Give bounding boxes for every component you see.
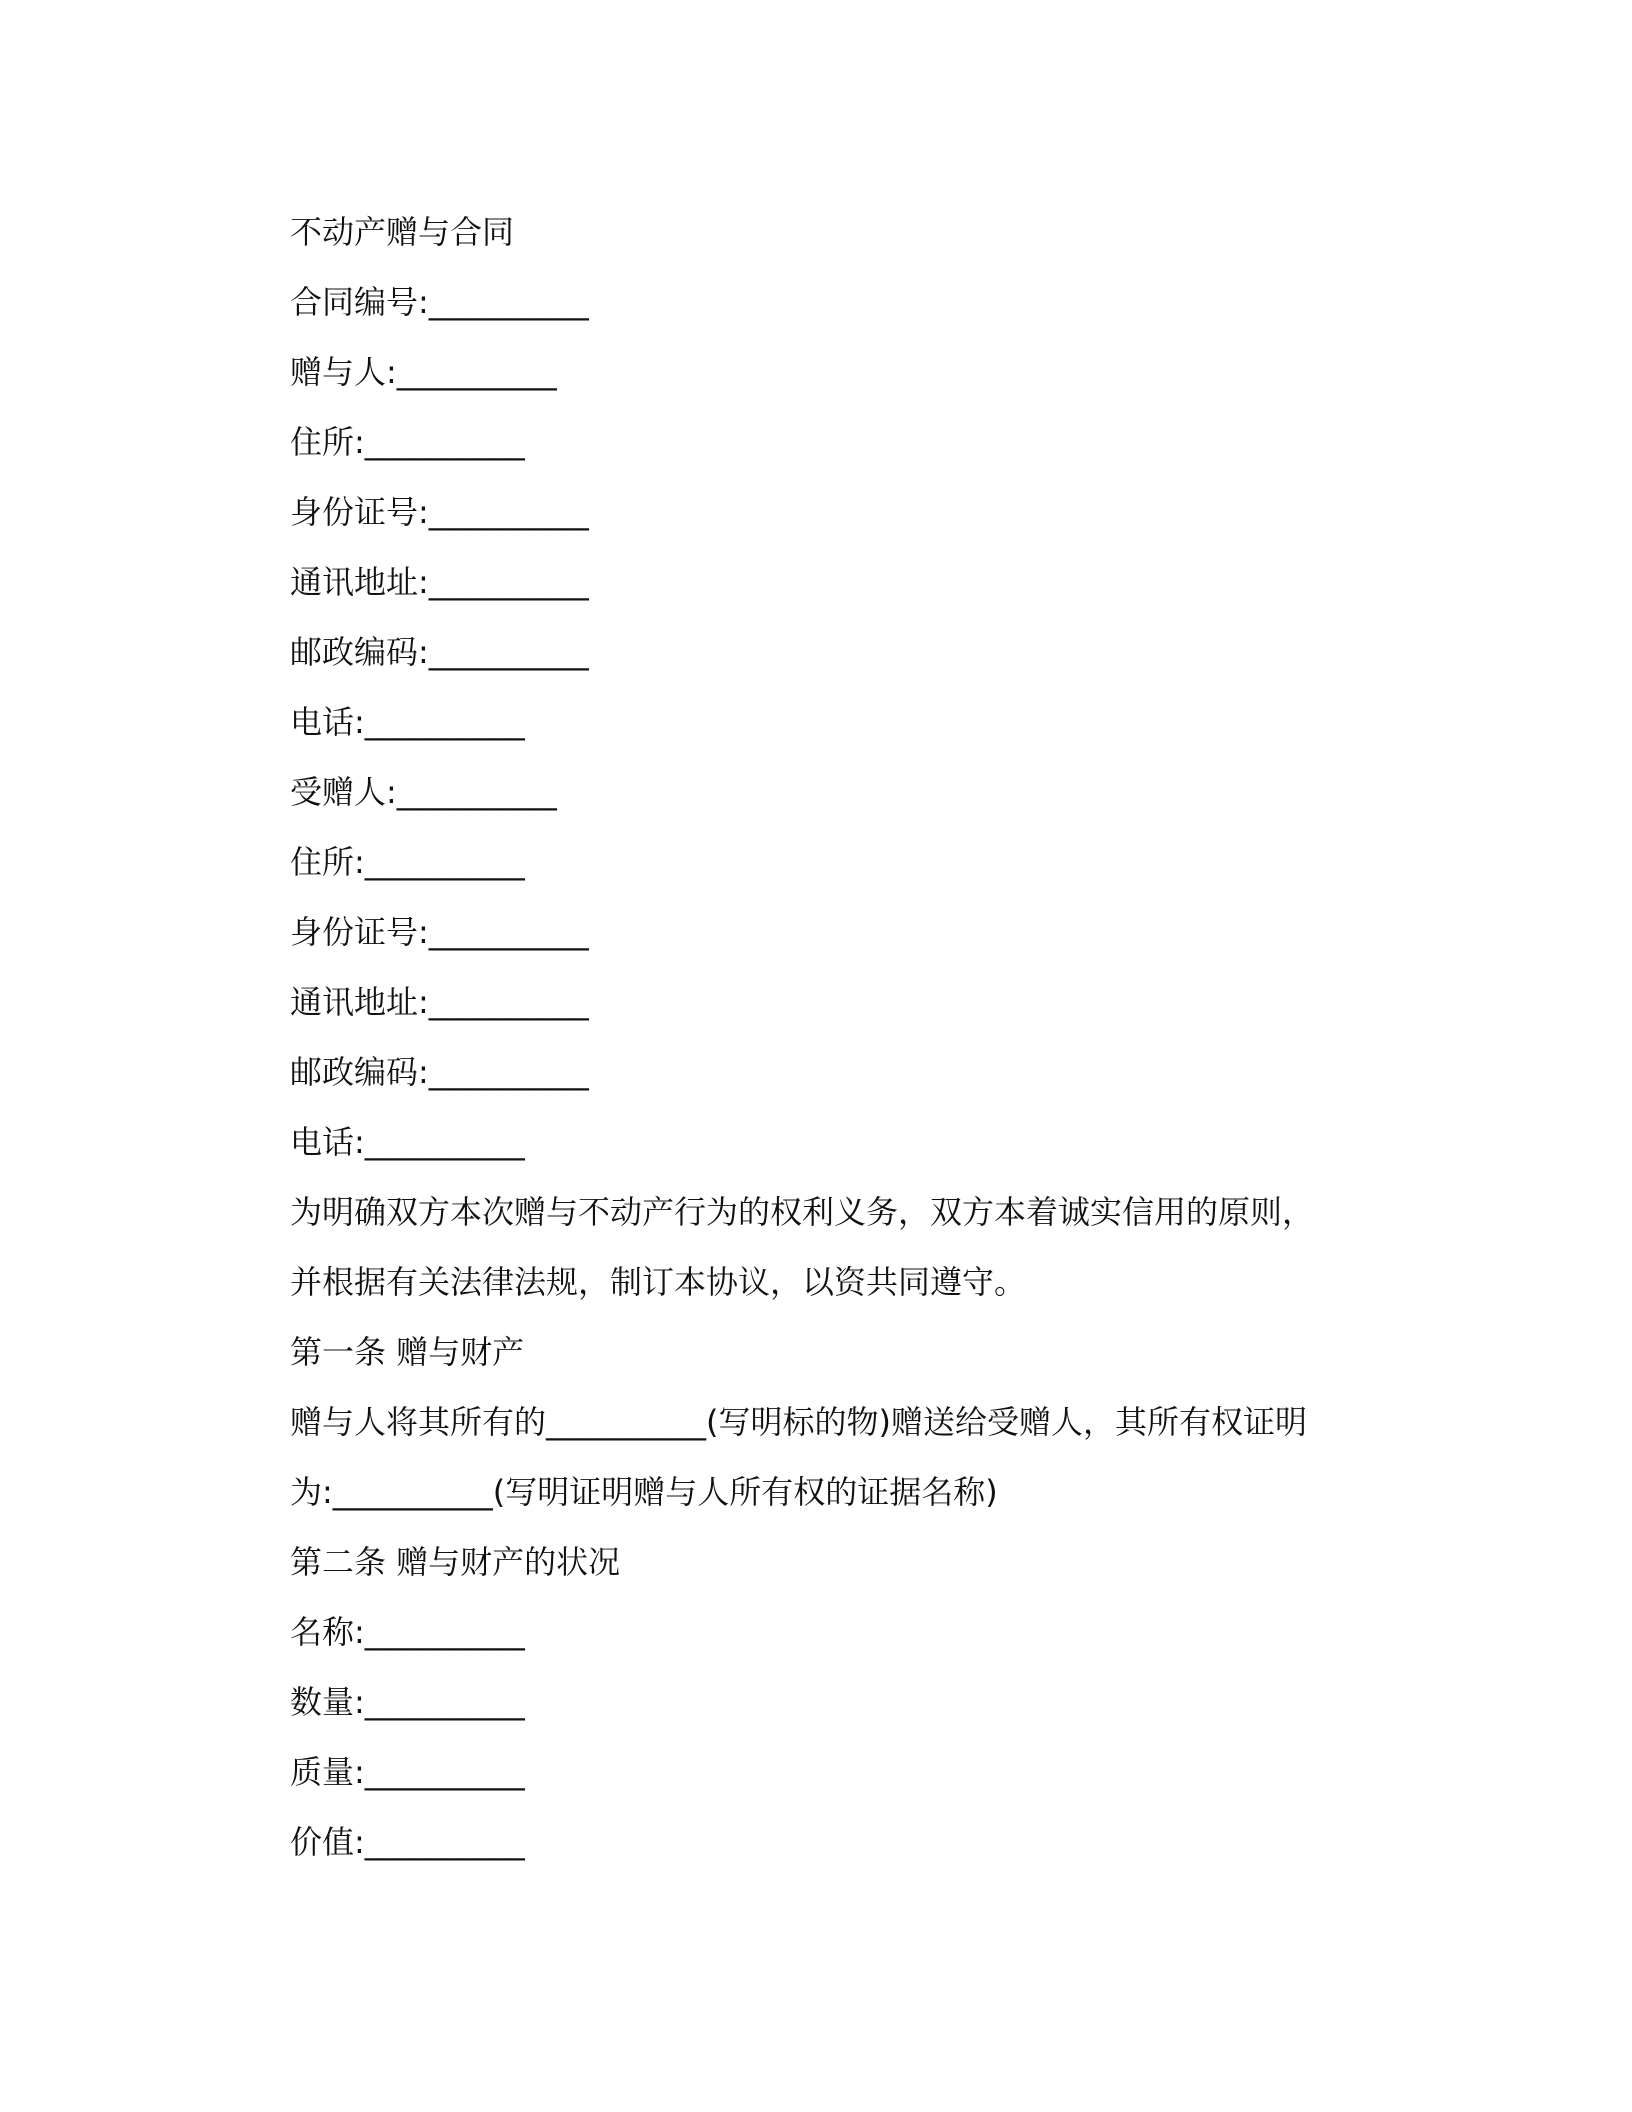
article-1-heading: 第一条 赠与财产 xyxy=(290,1333,525,1371)
donor-postal-code-field: 邮政编码:__________ xyxy=(290,633,589,671)
donor-id-field: 身份证号:__________ xyxy=(290,493,589,531)
property-quantity-field: 数量:__________ xyxy=(290,1683,525,1721)
donee-phone-field: 电话:__________ xyxy=(290,1123,525,1161)
donor-address-field: 住所:__________ xyxy=(290,423,525,461)
donee-address-field: 住所:__________ xyxy=(290,843,525,881)
document-title: 不动产赠与合同 xyxy=(290,213,515,251)
donor-mailing-address-field: 通讯地址:__________ xyxy=(290,563,589,601)
article-1-text-line-2: 为:__________(写明证明赠与人所有权的证据名称) xyxy=(290,1473,998,1511)
contract-number-field: 合同编号:__________ xyxy=(290,283,589,321)
preamble-line-2: 并根据有关法律法规，制订本协议，以资共同遵守。 xyxy=(290,1263,1027,1301)
donor-phone-field: 电话:__________ xyxy=(290,703,525,741)
article-2-heading: 第二条 赠与财产的状况 xyxy=(290,1543,621,1581)
preamble-line-1: 为明确双方本次赠与不动产行为的权利义务，双方本着诚实信用的原则， xyxy=(290,1193,1315,1231)
donee-name-field: 受赠人:__________ xyxy=(290,773,557,811)
donor-name-field: 赠与人:__________ xyxy=(290,353,557,391)
property-name-field: 名称:__________ xyxy=(290,1613,525,1651)
donee-id-field: 身份证号:__________ xyxy=(290,913,589,951)
donee-mailing-address-field: 通讯地址:__________ xyxy=(290,983,589,1021)
article-1-text-line-1: 赠与人将其所有的__________(写明标的物)赠送给受赠人，其所有权证明 xyxy=(290,1403,1307,1441)
property-quality-field: 质量:__________ xyxy=(290,1753,525,1791)
property-value-field: 价值:__________ xyxy=(290,1823,525,1861)
donee-postal-code-field: 邮政编码:__________ xyxy=(290,1053,589,1091)
document-body xyxy=(290,197,1370,1877)
